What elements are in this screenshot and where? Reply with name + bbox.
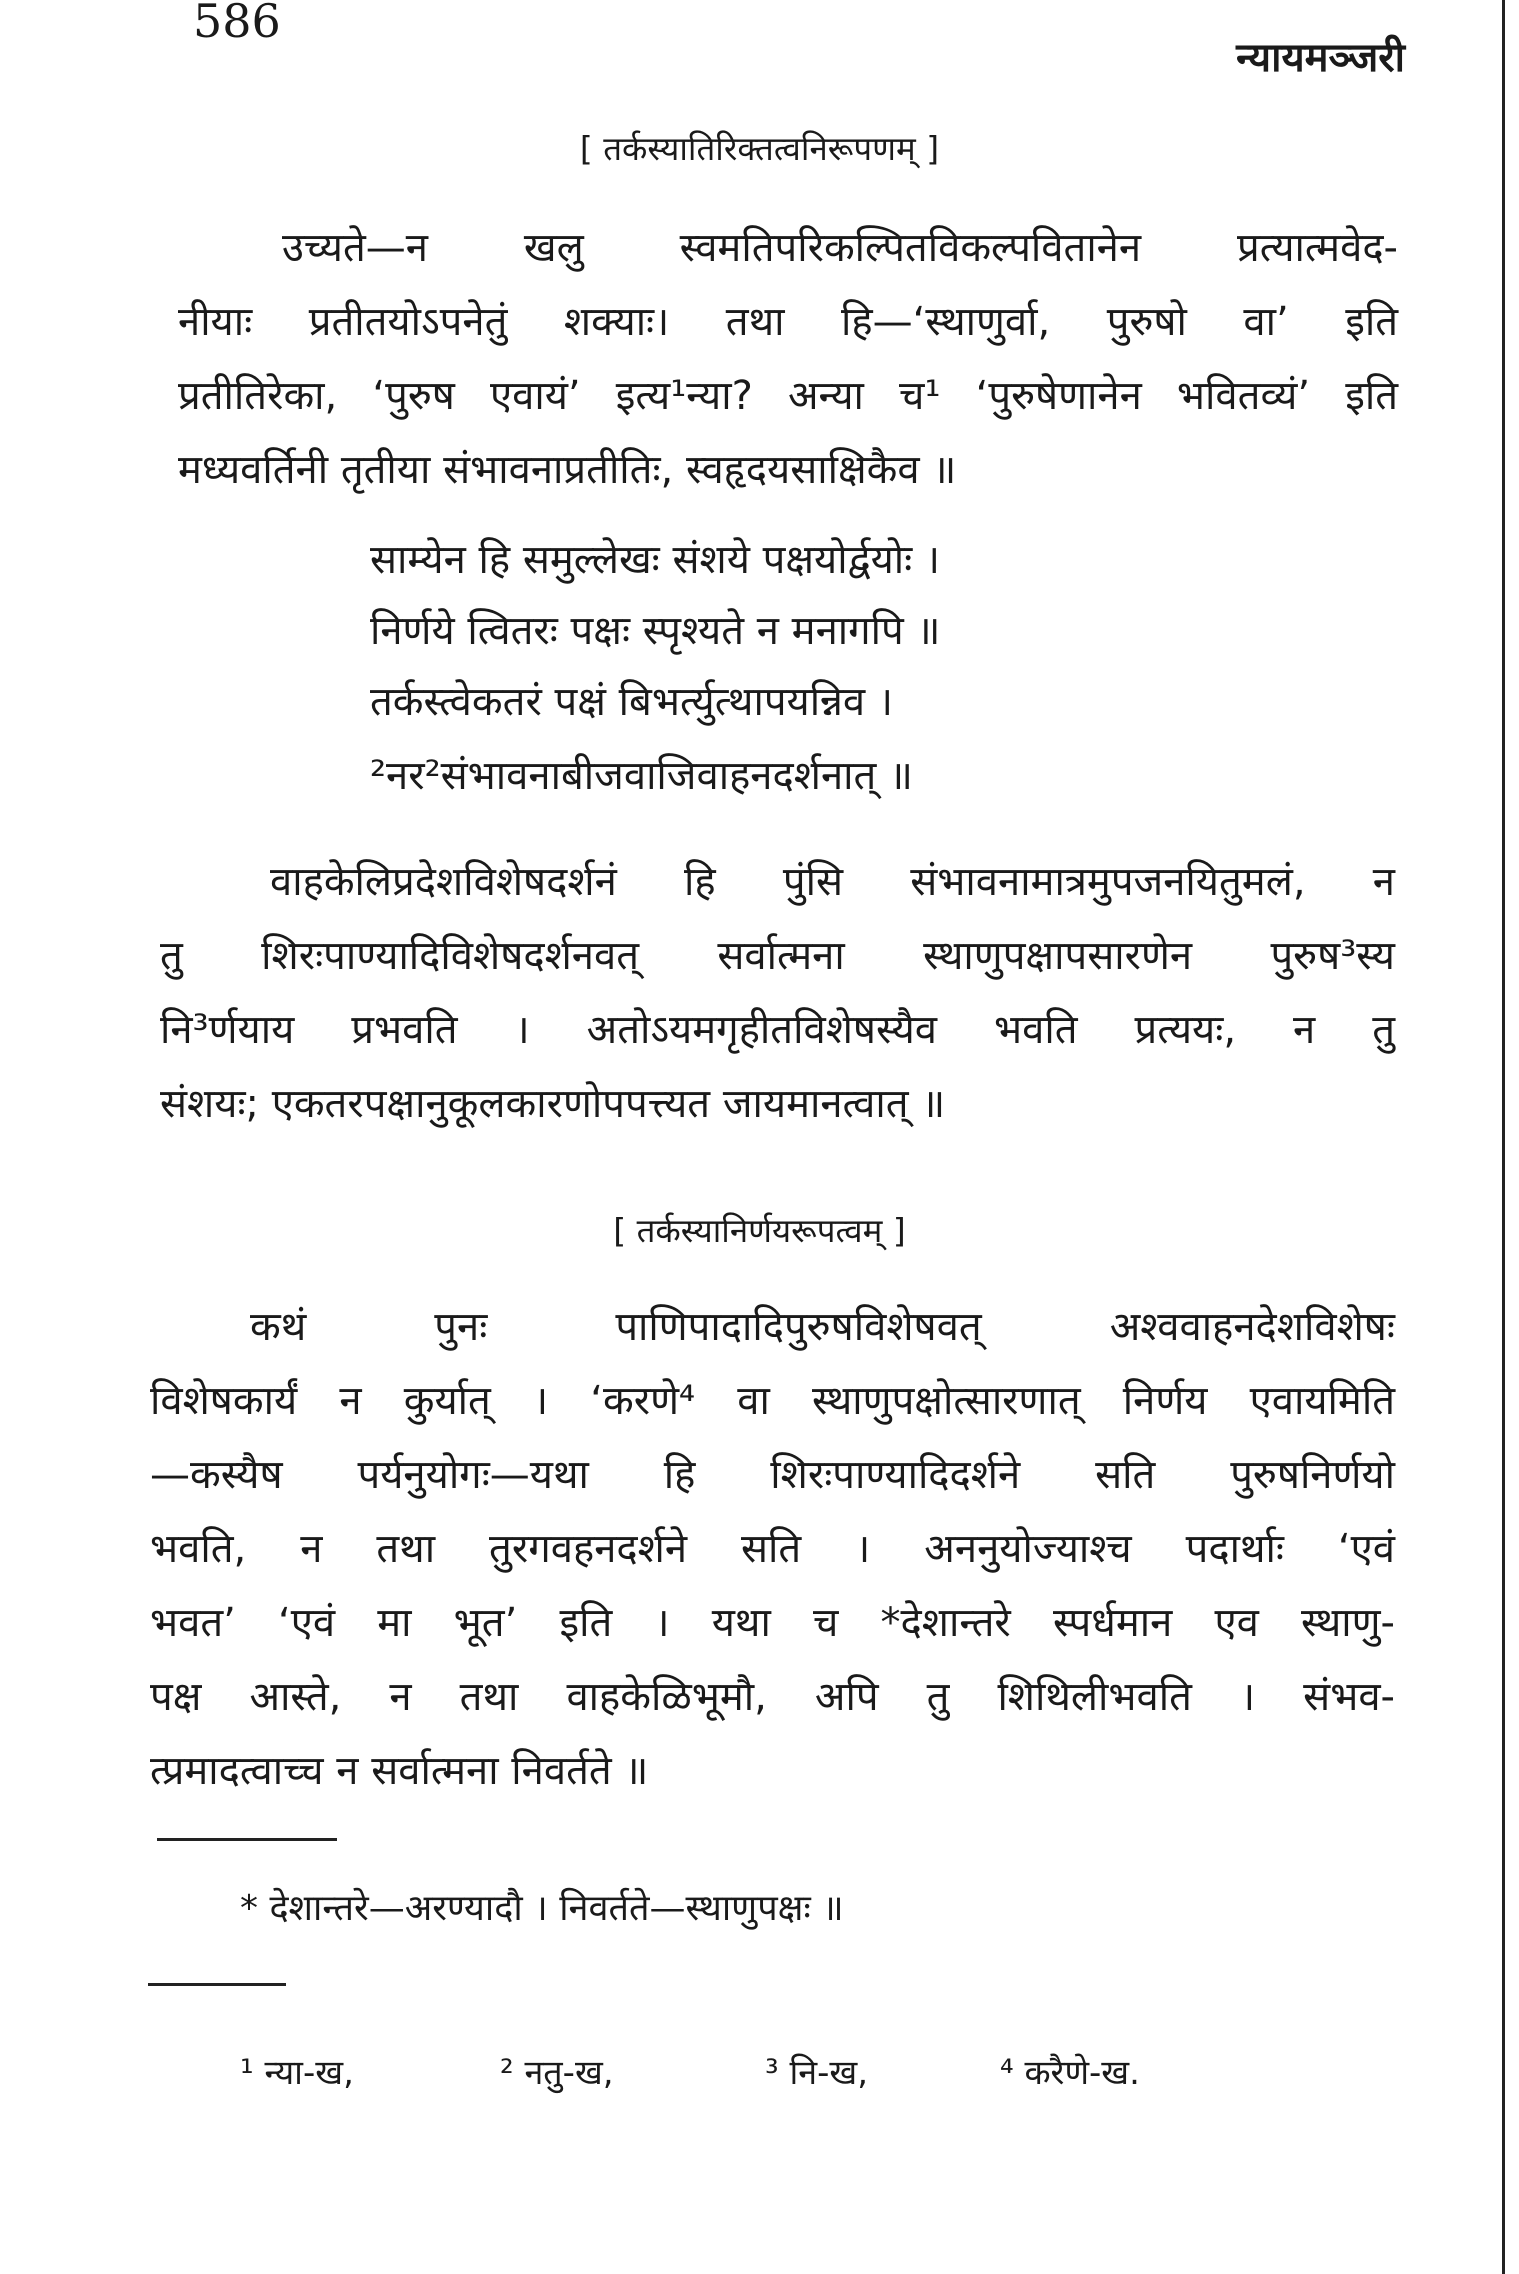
variant-reading: ² नतु-ख, <box>500 2053 614 2093</box>
text-line: तु शिरःपाण्यादिविशेषदर्शनवत् सर्वात्मना स्थाणुपक्षापसारणेन पुरुष³स्य <box>160 933 1395 979</box>
running-head: न्यायमञ्जरी <box>1236 35 1405 81</box>
text-line: पक्ष आस्ते, न तथा वाहकेळिभूमौ, अपि तु शिथिलीभवति । संभव- <box>150 1674 1395 1720</box>
variant-reading: ³ नि-ख, <box>765 2053 869 2093</box>
page-edge-line <box>1502 0 1505 2274</box>
variant-reading: ⁴ करैणे-ख. <box>1000 2053 1140 2093</box>
variants-rule <box>148 1983 286 1986</box>
text-line: प्रतीतिरेका, ‘पुरुष एवायं’ इत्य¹न्या? अन्या च¹ ‘पुरुषेणानेन भवितव्यं’ इति <box>178 373 1398 419</box>
section-heading-2: [ तर्कस्यानिर्णयरूपत्वम् ] <box>613 1211 906 1250</box>
text-line: कथं पुनः पाणिपादादिपुरुषविशेषवत् अश्ववाहनदेशविशेषः <box>250 1304 1395 1350</box>
text-line: त्प्रमादत्वाच्च न सर्वात्मना निवर्तते ॥ <box>150 1748 649 1794</box>
verse-line: निर्णये त्वितरः पक्षः स्पृश्यते न मनागपि ॥ <box>370 608 941 654</box>
text-line: भवति, न तथा तुरगवहनदर्शने सति । अननुयोज्याश्च पदार्थाः ‘एवं <box>150 1526 1395 1572</box>
text-line: विशेषकार्यं न कुर्यात् । ‘करणे⁴ वा स्थाणुपक्षोत्सारणात् निर्णय एवायमिति <box>150 1378 1395 1424</box>
text-line: —कस्यैष पर्यनुयोगः—यथा हि शिरःपाण्यादिदर्शने सति पुरुषनिर्णयो <box>150 1452 1395 1498</box>
footnote: * देशान्तरे—अरण्यादौ । निवर्तते—स्थाणुपक्षः ॥ <box>240 1888 844 1929</box>
variant-reading: ¹ न्या-ख, <box>240 2053 354 2093</box>
text-line: संशयः; एकतरपक्षानुकूलकारणोपपत्त्यत जायमानत्वात् ॥ <box>160 1081 946 1127</box>
verse-line: ²नर²संभावनाबीजवाजिवाहनदर्शनात् ॥ <box>370 753 913 799</box>
text-line: नीयाः प्रतीतयोऽपनेतुं शक्याः। तथा हि—‘स्थाणुर्वा, पुरुषो वा’ इति <box>178 299 1398 345</box>
text-line: उच्यते—न खलु स्वमतिपरिकल्पितविकल्पवितानेन प्रत्यात्मवेद- <box>282 225 1398 271</box>
verse-line: तर्कस्त्वेकतरं पक्षं बिभर्त्युत्थापयन्निव । <box>370 679 894 725</box>
verse-line: साम्येन हि समुल्लेखः संशये पक्षयोर्द्वयोः । <box>370 537 941 583</box>
text-line: भवत’ ‘एवं मा भूत’ इति । यथा च *देशान्तरे स्पर्धमान एव स्थाणु- <box>150 1600 1395 1646</box>
text-line: वाहकेलिप्रदेशविशेषदर्शनं हि पुंसि संभावनामात्रमुपजनयितुमलं, न <box>270 859 1395 905</box>
paragraph-3 <box>150 1304 1395 1794</box>
paragraph-1 <box>178 225 1398 493</box>
footnote-rule <box>157 1838 337 1841</box>
page-number: 586 <box>193 0 281 48</box>
text-line: मध्यवर्तिनी तृतीया संभावनाप्रतीतिः, स्वहृदयसाक्षिकैव ॥ <box>178 447 957 493</box>
paragraph-2 <box>160 859 1395 1127</box>
text-line: नि³र्णयाय प्रभवति । अतोऽयमगृहीतविशेषस्यैव भवति प्रत्ययः, न तु <box>160 1007 1395 1053</box>
section-heading-1: [ तर्कस्यातिरिक्तत्वनिरूपणम् ] <box>579 129 940 168</box>
